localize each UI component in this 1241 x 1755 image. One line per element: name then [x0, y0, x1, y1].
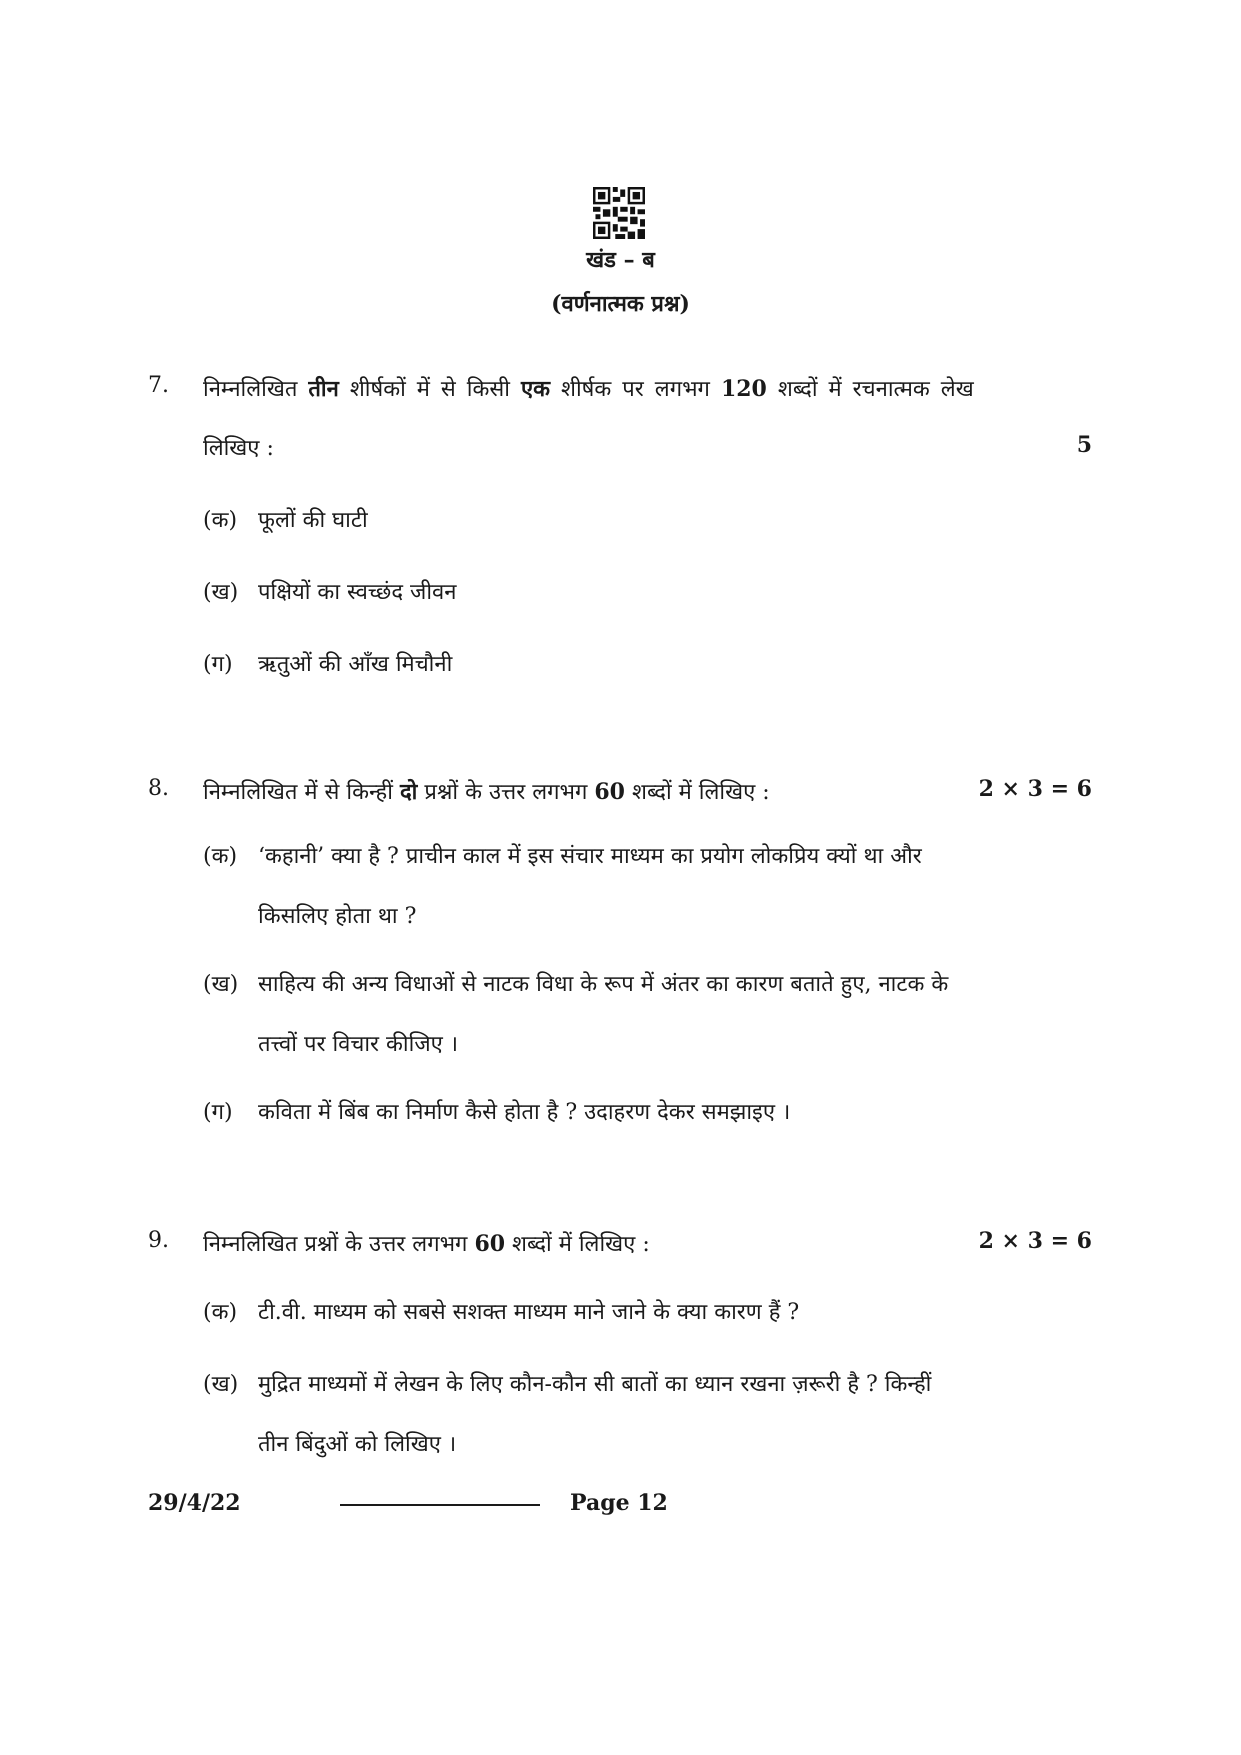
q8-option-text-line2: किसलिए होता था ?: [258, 904, 417, 929]
question-7-text: निम्नलिखित तीन शीर्षकों में से किसी एक शीर्षक पर लगभग 120 शब्दों में रचनात्मक लेख: [203, 376, 974, 402]
q7-option-text: फूलों की घाटी: [258, 508, 368, 533]
q9-option-label: (ख): [203, 1372, 239, 1397]
q8-option-text: ‘कहानी’ क्या है ? प्राचीन काल में इस संचार माध्यम का प्रयोग लोकप्रिय क्यों था और: [258, 844, 922, 869]
qr-code-icon: [593, 187, 645, 239]
q9-option-label: (क): [203, 1300, 238, 1325]
question-8-marks: 2 × 3 = 6: [978, 776, 1092, 802]
q7-option-label: (ग): [203, 652, 233, 677]
section-subtitle: (वर्णनात्मक प्रश्न): [551, 291, 690, 317]
question-9-marks: 2 × 3 = 6: [978, 1228, 1092, 1254]
q9-option-text: टी.वी. माध्यम को सबसे सशक्त माध्यम माने जाने के क्या कारण हैं ?: [258, 1300, 800, 1325]
q8-option-text: साहित्य की अन्य विधाओं से नाटक विधा के रूप में अंतर का कारण बताते हुए, नाटक के: [258, 972, 949, 997]
question-8-number: 8.: [148, 776, 169, 801]
paper-code: 29/4/22: [148, 1490, 241, 1516]
question-7-marks: 5: [1076, 432, 1092, 458]
q9-option-text: मुद्रित माध्यमों में लेखन के लिए कौन-कौन सी बातों का ध्यान रखना ज़रूरी है ? किन्हीं: [258, 1372, 932, 1397]
q7-option-text: ऋतुओं की आँख मिचौनी: [258, 652, 453, 677]
question-7-number: 7.: [148, 373, 169, 398]
q8-option-label: (ग): [203, 1100, 233, 1125]
q9-option-text-line2: तीन बिंदुओं को लिखिए ।: [258, 1432, 457, 1457]
q7-option-label: (ख): [203, 580, 239, 605]
question-9-text: निम्नलिखित प्रश्नों के उत्तर लगभग 60 शब्दों में लिखिए :: [203, 1231, 650, 1257]
question-8-text: निम्नलिखित में से किन्हीं दो प्रश्नों के उत्तर लगभग 60 शब्दों में लिखिए :: [203, 779, 770, 805]
question-7-text-line2: लिखिए :: [203, 436, 274, 461]
q7-option-text: पक्षियों का स्वच्छंद जीवन: [258, 580, 457, 605]
section-title: खंड – ब: [586, 247, 655, 273]
q8-option-text: कविता में बिंब का निर्माण कैसे होता है ? उदाहरण देकर समझाइए ।: [258, 1100, 791, 1125]
page-number: Page 12: [570, 1490, 668, 1516]
question-9-number: 9.: [148, 1228, 169, 1253]
q8-option-label: (क): [203, 844, 238, 869]
q8-option-text-line2: तत्त्वों पर विचार कीजिए ।: [258, 1032, 459, 1057]
q7-option-label: (क): [203, 508, 238, 533]
q8-option-label: (ख): [203, 972, 239, 997]
footer-divider: [340, 1504, 540, 1506]
